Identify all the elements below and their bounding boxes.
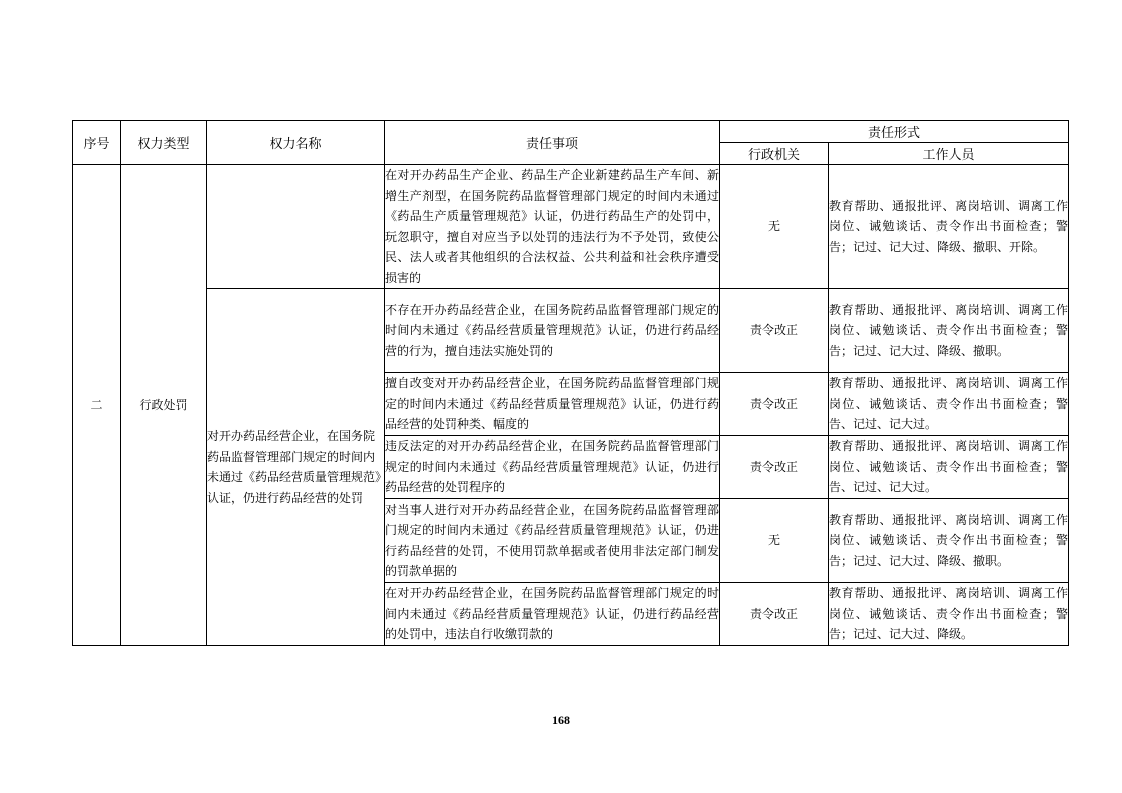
matter-cell: 违反法定的对开办药品经营企业，在国务院药品监督管理部门规定的时间内未通过《药品经营质量管理规范》认证，仍进行药品经营的处罚程序的 bbox=[385, 436, 720, 499]
table-row bbox=[73, 289, 1069, 373]
staff-cell: 教育帮助、通报批评、离岗培训、调离工作岗位、诫勉谈话、责令作出书面检查；警告、记过、记大过。 bbox=[829, 436, 1069, 499]
header-power-name: 权力名称 bbox=[207, 121, 385, 165]
matter-cell: 不存在开办药品经营企业，在国务院药品监督管理部门规定的时间内未通过《药品经营质量管理规范》认证，仍进行药品经营的行为，擅自违法实施处罚的 bbox=[385, 289, 720, 373]
org-cell: 责令改正 bbox=[720, 583, 829, 646]
header-admin-org: 行政机关 bbox=[720, 143, 829, 165]
org-cell: 责令改正 bbox=[720, 436, 829, 499]
staff-cell: 教育帮助、通报批评、离岗培训、调离工作岗位、诫勉谈话、责令作出书面检查；警告；记过、记大过、降级、撤职。 bbox=[829, 499, 1069, 583]
table-row bbox=[73, 165, 1069, 289]
header-resp-form: 责任形式 bbox=[720, 121, 1069, 143]
group-power-type: 行政处罚 bbox=[121, 165, 207, 646]
header-power-type: 权力类型 bbox=[121, 121, 207, 165]
header-seq: 序号 bbox=[73, 121, 121, 165]
org-cell: 责令改正 bbox=[720, 289, 829, 373]
header-staff: 工作人员 bbox=[829, 143, 1069, 165]
header-responsibility: 责任事项 bbox=[385, 121, 720, 165]
responsibility-table bbox=[72, 120, 1069, 646]
org-cell: 无 bbox=[720, 165, 829, 289]
matter-cell: 在对开办药品生产企业、药品生产企业新建药品生产车间、新增生产剂型，在国务院药品监督管理部门规定的时间内未通过《药品生产质量管理规范》认证，仍进行药品生产的处罚中，玩忽职守，擅自对应当予以处罚的违法行为不予处罚，致使公民、法人或者其他组织的合法权益、公共利益和社会秩序遭受损害的 bbox=[385, 165, 720, 289]
staff-cell: 教育帮助、通报批评、离岗培训、调离工作岗位、诫勉谈话、责令作出书面检查；警告；记过、记大过、降级、撤职、开除。 bbox=[829, 165, 1069, 289]
org-cell: 责令改正 bbox=[720, 373, 829, 436]
group-power-name: 对开办药品经营企业，在国务院药品监督管理部门规定的时间内未通过《药品经营质量管理规范》认证，仍进行药品经营的处罚 bbox=[207, 289, 385, 646]
matter-cell: 擅自改变对开办药品经营企业，在国务院药品监督管理部门规定的时间内未通过《药品经营质量管理规范》认证，仍进行药品经营的处罚种类、幅度的 bbox=[385, 373, 720, 436]
matter-cell: 对当事人进行对开办药品经营企业，在国务院药品监督管理部门规定的时间内未通过《药品经营质量管理规范》认证，仍进行药品经营的处罚，不使用罚款单据或者使用非法定部门制发的罚款单据的 bbox=[385, 499, 720, 583]
header-row-1 bbox=[73, 121, 1069, 143]
staff-cell: 教育帮助、通报批评、离岗培训、调离工作岗位、诫勉谈话、责令作出书面检查；警告；记过、记大过、降级。 bbox=[829, 583, 1069, 646]
staff-cell: 教育帮助、通报批评、离岗培训、调离工作岗位、诫勉谈话、责令作出书面检查；警告；记过、记大过、降级、撤职。 bbox=[829, 289, 1069, 373]
page-number: 168 bbox=[552, 713, 570, 727]
empty-cell bbox=[207, 165, 385, 289]
group-seq: 二 bbox=[73, 165, 121, 646]
staff-cell: 教育帮助、通报批评、离岗培训、调离工作岗位、诫勉谈话、责令作出书面检查；警告、记过、记大过。 bbox=[829, 373, 1069, 436]
matter-cell: 在对开办药品经营企业，在国务院药品监督管理部门规定的时间内未通过《药品经营质量管理规范》认证，仍进行药品经营的处罚中，违法自行收缴罚款的 bbox=[385, 583, 720, 646]
org-cell: 无 bbox=[720, 499, 829, 583]
